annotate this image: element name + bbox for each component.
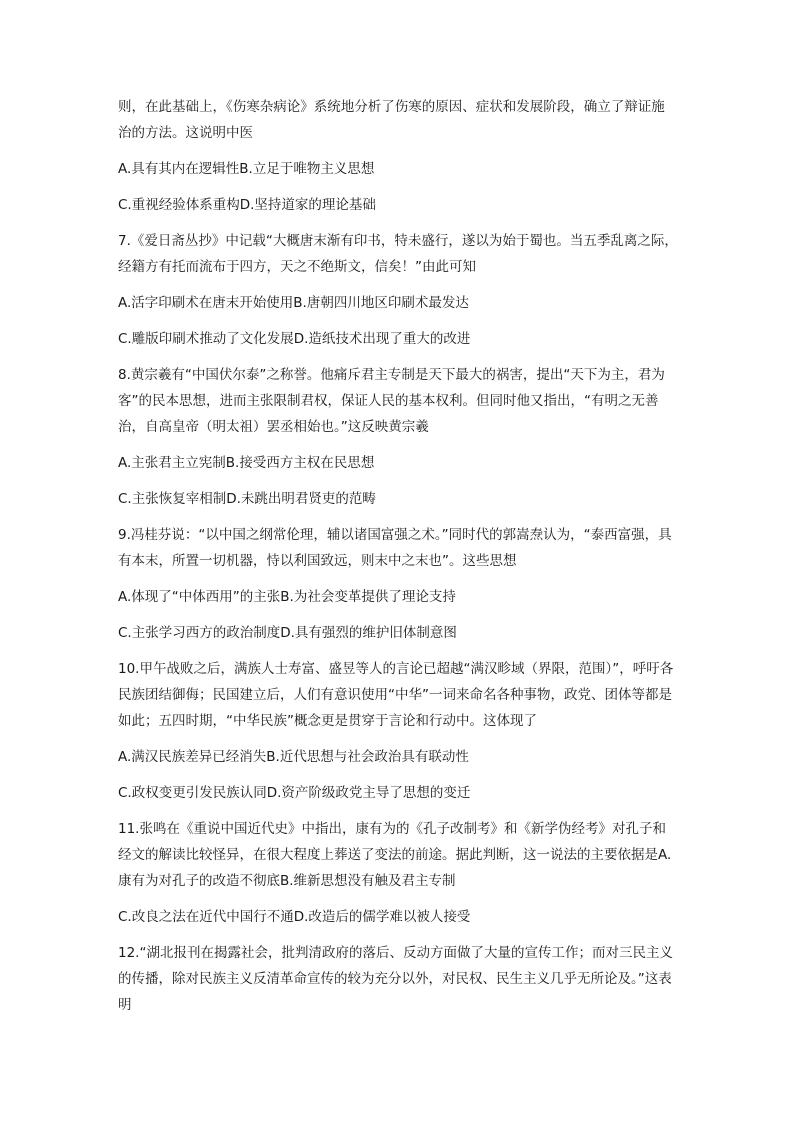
question-8-options-cd: C.主张恢复宰相制D.未跳出明君贤吏的范畴 [118, 491, 376, 507]
question-6-options-cd: C.重视经验体系重构D.坚持道家的理论基础 [118, 197, 376, 213]
question-9-options-cd: C.主张学习西方的政治制度D.具有强烈的维护旧体制意图 [118, 625, 457, 641]
question-7-options-ab: A.活字印刷术在唐末开始使用B.唐朝四川地区印刷术最发达 [118, 295, 469, 311]
question-6-options-ab: A.具有其内在逻辑性B.立足于唯物主义思想 [118, 161, 375, 177]
question-9-stem: 9.冯桂芬说：“以中国之纲常伦理，辅以诸国富强之术。”同时代的郭嵩焘认为，“泰西富强，具有本末，所置一切机器，恃以利国致远，则末中之末也”。这些思想 [118, 527, 672, 569]
question-9-options-ab: A.体现了“中体西用”的主张B.为社会变革提供了理论支持 [118, 589, 456, 605]
question-8-options-ab: A.主张君主立宪制B.接受西方主权在民思想 [118, 455, 375, 471]
question-11-stem: 11.张鸣在《重说中国近代史》中指出，康有为的《孔子改制考》和《新学伪经考》对孔子和经文的解读比较怪异，在很大程度上葬送了变法的前途。据此判断，这一说法的主要依据是A.康有为对孔子的改造不彻底B.维新思想没有触及君主专制 [118, 821, 672, 889]
question-6-stem-continuation: 则，在此基础上，《伤寒杂病论》系统地分析了伤寒的原因、症状和发展阶段，确立了辩证施治的方法。这说明中医 [118, 99, 665, 141]
question-7-stem: 7.《爱日斋丛抄》中记载“大概唐末渐有印书，特未盛行，遂以为始于蜀也。当五季乱离之际，经籍方有托而流布于四方，天之不绝斯文，信矣！”由此可知 [118, 233, 678, 275]
question-10-options-cd: C.政权变更引发民族认同D.资产阶级政党主导了思想的变迁 [118, 785, 471, 801]
document-body [118, 94, 678, 1028]
question-10-stem: 10.甲午战败之后，满族人士寿富、盛昱等人的言论已超越“满汉畛域（界限，范围）”，呼吁各民族团结御侮；民国建立后，人们有意识使用“中华”一词来命名各种事物，政党、团体等都是如此；五四时期，“中华民族”概念更是贯穿于言论和行动中。这体现了 [118, 661, 674, 729]
question-8-stem: 8.黄宗羲有“中国伏尔泰”之称誉。他痛斥君主专制是天下最大的祸害，提出“天下为主，君为客”的民本思想，进而主张限制君权，保证人民的基本权利。但同时他又指出，“有明之无善治，自高皇帝（明太祖）罢丞相始也。”这反映黄宗羲 [118, 367, 665, 435]
question-10-options-ab: A.满汉民族差异已经消失B.近代思想与社会政治具有联动性 [118, 749, 469, 765]
question-11-options-cd: C.改良之法在近代中国行不通D.改造后的儒学难以被人接受 [118, 909, 471, 925]
question-7-options-cd: C.雕版印刷术推动了文化发展D.造纸技术出现了重大的改进 [118, 331, 471, 347]
question-12-stem: 12.“湖北报刊在揭露社会，批判清政府的落后、反动方面做了大量的宣传工作；而对三民主义的传播，除对民族主义反清革命宣传的较为充分以外，对民权、民生主义几乎无所论及。”这表明 [118, 945, 673, 1013]
